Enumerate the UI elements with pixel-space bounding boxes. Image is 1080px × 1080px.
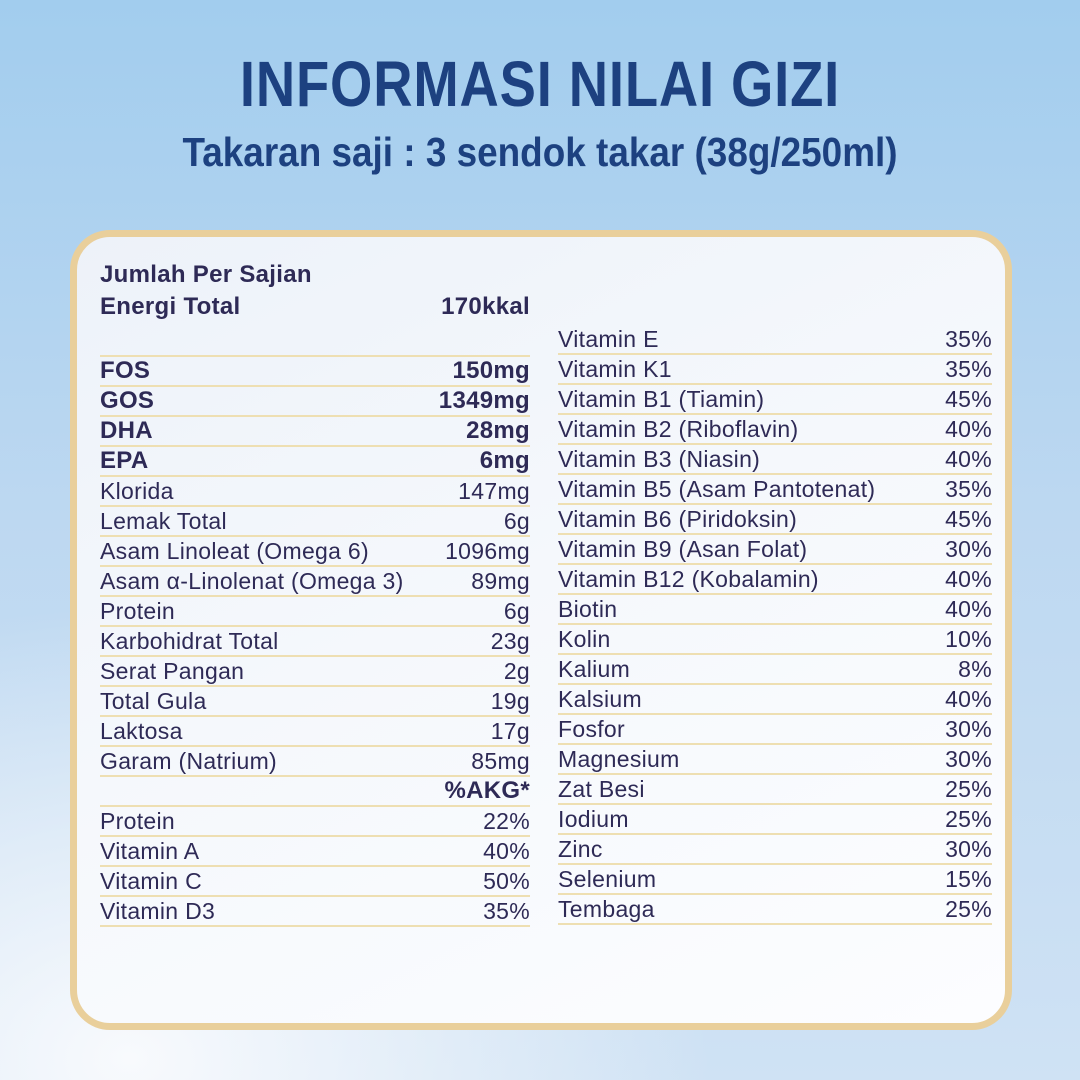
serving-size-subtitle: Takaran saji : 3 sendok takar (38g/250ml)	[182, 129, 898, 175]
table-row	[100, 867, 530, 897]
energy-row	[100, 291, 530, 323]
nutrient-value: 25%	[945, 895, 992, 922]
nutrient-label: GOS	[100, 387, 155, 414]
table-row	[100, 537, 530, 567]
nutrient-value: 35%	[483, 897, 530, 924]
table-row	[558, 865, 992, 895]
table-row	[558, 595, 992, 625]
nutrient-value: 28mg	[466, 417, 530, 444]
energy-value: 170kkal	[441, 293, 530, 320]
nutrient-label: Vitamin C	[100, 867, 202, 894]
table-row	[558, 565, 992, 595]
nutrient-label: FOS	[100, 357, 151, 384]
nutrient-value: 40%	[945, 565, 992, 592]
nutrient-label: Total Gula	[100, 687, 207, 714]
energy-label: Energi Total	[100, 293, 241, 320]
nutrient-label: Klorida	[100, 477, 174, 504]
nutrition-panel	[70, 230, 1012, 1030]
nutrient-value: 2g	[503, 657, 530, 684]
left-column	[100, 259, 530, 927]
nutrient-value: 45%	[945, 385, 992, 412]
nutrient-label: Karbohidrat Total	[100, 627, 279, 654]
nutrient-value: %AKG*	[444, 777, 530, 804]
nutrient-value: 40%	[945, 445, 992, 472]
table-row	[100, 447, 530, 477]
nutrient-value: 17g	[490, 717, 530, 744]
nutrient-label: DHA	[100, 417, 153, 444]
nutrient-value: 23g	[490, 627, 530, 654]
nutrient-label: Vitamin B12 (Kobalamin)	[558, 565, 819, 592]
nutrient-label: Protein	[100, 807, 175, 834]
spacer	[100, 323, 530, 355]
table-row	[100, 687, 530, 717]
nutrient-value: 35%	[945, 355, 992, 382]
nutrient-value: 1349mg	[438, 387, 530, 414]
nutrient-label: Vitamin D3	[100, 897, 216, 924]
right-column	[558, 325, 992, 925]
nutrient-value: 147mg	[458, 477, 530, 504]
nutrient-label: Fosfor	[558, 715, 625, 742]
nutrient-label: Kolin	[558, 625, 611, 652]
page-title: INFORMASI NILAI GIZI	[239, 48, 841, 120]
nutrient-label: Protein	[100, 597, 175, 624]
table-row	[558, 415, 992, 445]
nutrient-value: 30%	[945, 535, 992, 562]
table-row	[558, 445, 992, 475]
nutrient-label: Tembaga	[558, 895, 655, 922]
nutrient-value: 6g	[503, 597, 530, 624]
nutrient-label: Garam (Natrium)	[100, 747, 278, 774]
nutrient-value: 25%	[945, 775, 992, 802]
nutrient-label: Asam α-Linolenat (Omega 3)	[100, 567, 404, 594]
nutrient-value: 30%	[945, 835, 992, 862]
nutrient-label: Lemak Total	[100, 507, 227, 534]
table-row	[100, 477, 530, 507]
nutrient-label: Iodium	[558, 805, 629, 832]
table-row	[558, 385, 992, 415]
table-row	[558, 475, 992, 505]
nutrient-value: 1096mg	[445, 537, 530, 564]
nutrient-label: Kalium	[558, 655, 631, 682]
nutrient-label: Vitamin B9 (Asan Folat)	[558, 535, 808, 562]
table-row	[558, 775, 992, 805]
table-row	[100, 627, 530, 657]
nutrient-label: Vitamin B3 (Niasin)	[558, 445, 761, 472]
table-row	[100, 807, 530, 837]
table-row	[100, 417, 530, 447]
table-row	[100, 837, 530, 867]
nutrient-value: 89mg	[471, 567, 530, 594]
nutrient-value: 50%	[483, 867, 530, 894]
table-row	[558, 835, 992, 865]
nutrient-value: 30%	[945, 715, 992, 742]
nutrient-label: Vitamin A	[100, 837, 200, 864]
table-row	[100, 507, 530, 537]
table-row	[558, 895, 992, 925]
nutrient-label: Vitamin B1 (Tiamin)	[558, 385, 765, 412]
table-row	[558, 505, 992, 535]
table-row	[100, 717, 530, 747]
left-rows	[100, 355, 530, 927]
table-row	[100, 657, 530, 687]
nutrient-value: 6mg	[479, 447, 530, 474]
table-row	[558, 625, 992, 655]
table-row	[558, 325, 992, 355]
nutrient-label: Biotin	[558, 595, 618, 622]
table-row	[558, 805, 992, 835]
nutrient-value: 85mg	[471, 747, 530, 774]
nutrient-label: Asam Linoleat (Omega 6)	[100, 537, 369, 564]
nutrient-value: 40%	[483, 837, 530, 864]
table-row	[558, 745, 992, 775]
nutrient-value: 25%	[945, 805, 992, 832]
table-row	[558, 685, 992, 715]
nutrient-value: 35%	[945, 475, 992, 502]
nutrient-label: Vitamin B2 (Riboflavin)	[558, 415, 799, 442]
nutrient-label: Vitamin B5 (Asam Pantotenat)	[558, 475, 876, 502]
table-row	[558, 355, 992, 385]
nutrient-value: 8%	[958, 655, 992, 682]
table-row	[100, 567, 530, 597]
nutrient-value: 15%	[945, 865, 992, 892]
table-row	[100, 777, 530, 807]
table-row	[558, 655, 992, 685]
nutrient-value: 40%	[945, 685, 992, 712]
table-row	[100, 357, 530, 387]
table-row	[100, 897, 530, 927]
nutrient-value: 35%	[945, 325, 992, 352]
nutrient-value: 10%	[945, 625, 992, 652]
table-row	[558, 715, 992, 745]
table-row	[100, 747, 530, 777]
right-rows	[558, 325, 992, 925]
nutrient-value: 45%	[945, 505, 992, 532]
nutrient-label: Laktosa	[100, 717, 183, 744]
nutrient-label: Vitamin B6 (Piridoksin)	[558, 505, 798, 532]
nutrient-value: 22%	[483, 807, 530, 834]
header	[0, 48, 1080, 175]
nutrient-label: EPA	[100, 447, 149, 474]
serving-header: Jumlah Per Sajian	[100, 261, 312, 288]
nutrient-label: Vitamin K1	[558, 355, 672, 382]
nutrient-value: 6g	[503, 507, 530, 534]
table-row	[558, 535, 992, 565]
nutrient-value: 150mg	[452, 357, 530, 384]
nutrient-label: Magnesium	[558, 745, 680, 772]
nutrient-label: Zat Besi	[558, 775, 645, 802]
nutrient-label: Vitamin E	[558, 325, 659, 352]
table-row	[100, 387, 530, 417]
nutrient-label: Zinc	[558, 835, 603, 862]
nutrient-value: 19g	[490, 687, 530, 714]
nutrient-label: Serat Pangan	[100, 657, 245, 684]
nutrient-value: 40%	[945, 595, 992, 622]
table-row	[100, 597, 530, 627]
nutrient-value: 30%	[945, 745, 992, 772]
nutrient-value: 40%	[945, 415, 992, 442]
nutrient-label: Kalsium	[558, 685, 642, 712]
nutrient-label: Selenium	[558, 865, 657, 892]
